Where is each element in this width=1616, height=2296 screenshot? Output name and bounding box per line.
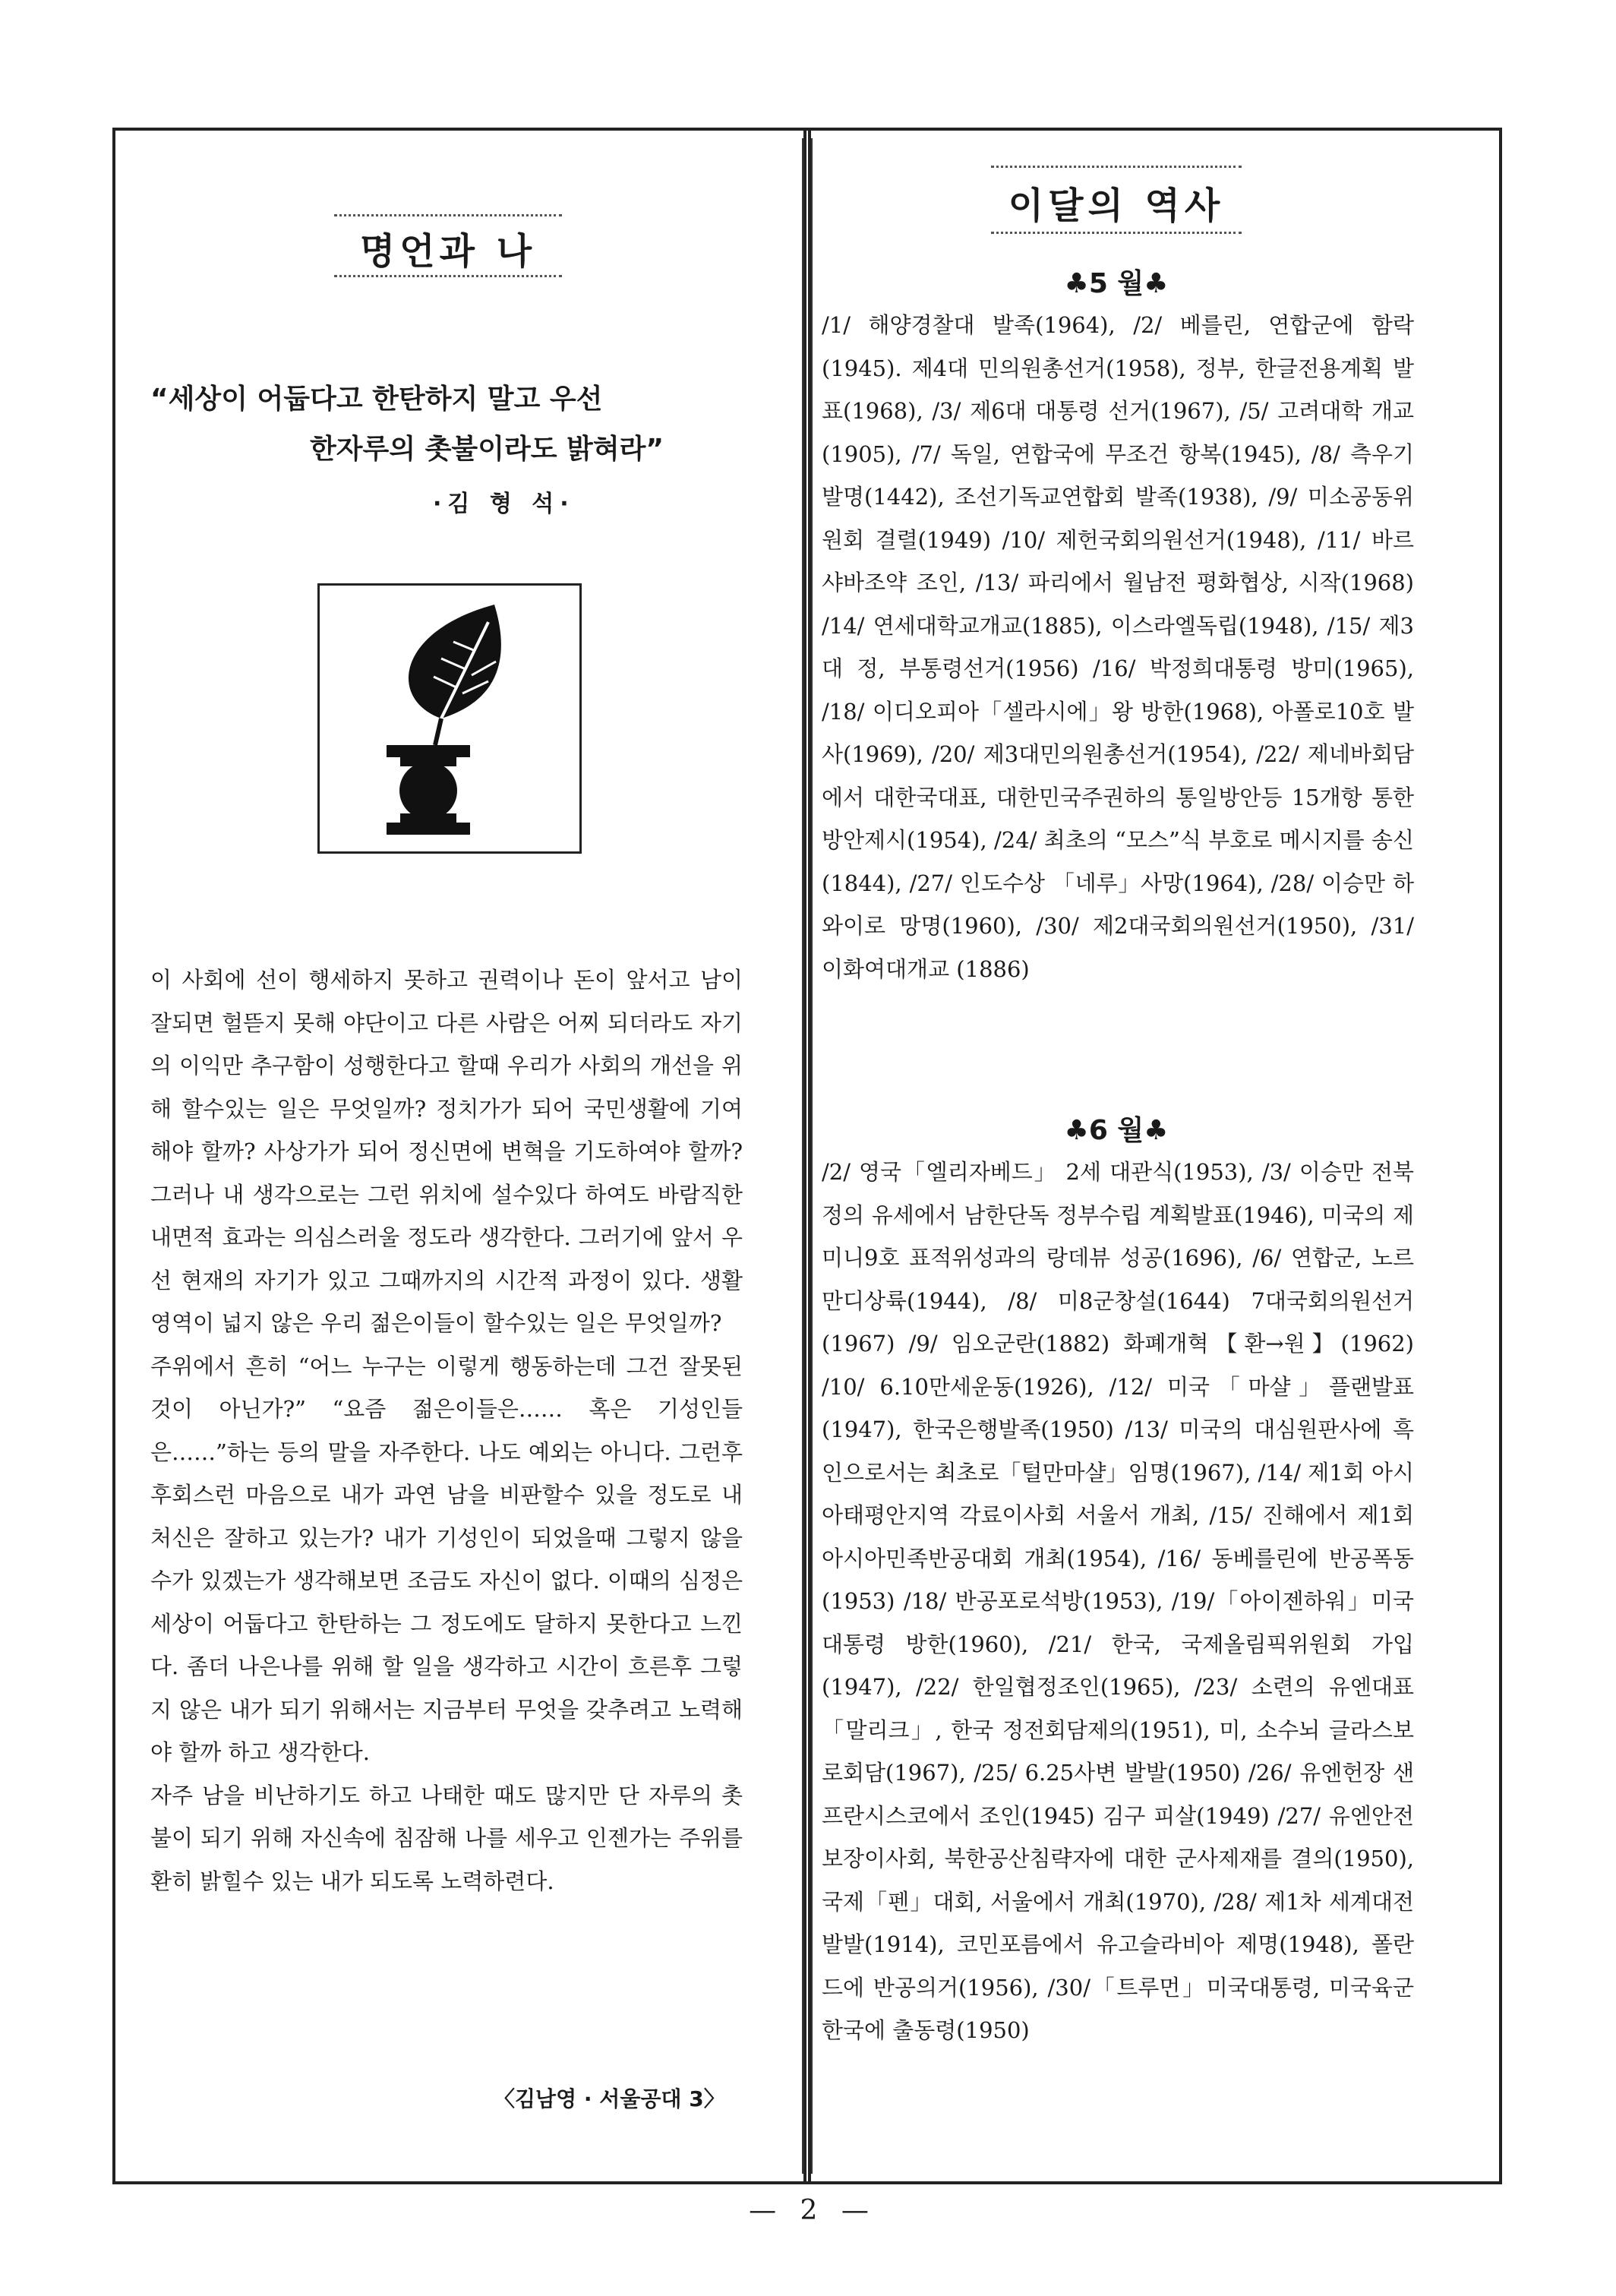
essay-signature: 〈김남영 · 서울공대 3〉 [494,2086,725,2111]
column-title-famous-sayings: 명언과 나 [359,230,537,273]
history-title-top-dotted-rule [991,166,1242,168]
month-heading-may: ♣5 월♣ [1064,268,1169,299]
quote-line-1: “세상이 어둡다고 한탄하지 말고 우선 [150,384,603,415]
title-top-dotted-rule [334,214,562,216]
quote-author: ·김 형 석· [433,491,575,517]
may-history-text: /1/ 해양경찰대 발족(1964), /2/ 베를린, 연합군에 함락(1945). 제4대 민의원총선거(1958), 정부, 한글전용계획 발표(1968), /3/ 제6대 대통령 선거(1967), /5/ 고려대학 개교(1905), /7/ 독일, 연합국에 무조건 항복(1945), /8/ 측우기 발명(1442), 조선기독교연합회 발족(1938), /9/ 미소공동위원회 결렬(1949) /10/ 제헌국회의원선거(1948), /11/ 바르샤바조약 조인, /13/ 파리에서 월남전 평화협상, 시작(1968) /14/ 연세대학교개교(1885), 이스라엘독립(1948), /15/ 제3대 정, 부통령선거(1956) /16/ 박정희대통령 방미(1965), /18/ 이디오피아「셀라시에」왕 방한(1968), 아폴로10호 발사(1969), /20/ 제3대민의원총선거(1954), /22/ 제네바회담에서 대한국대표, 대한민국주권하의 통일방안등 15개항 통한 방안제시(1954), /24/ 최초의 “모스”식 부호로 메시지를 송신(1844), /27/ 인도수상 「네루」사망(1964), /28/ 이승만 하와이로 망명(1960), /30/ 제2대국회의원선거(1950), /31/ 이화여대개교 (1886) [822,312,1414,982]
essay-body: 이 사회에 선이 행세하지 못하고 권력이나 돈이 앞서고 남이 잘되면 헐뜯지 못해 야단이고 다른 사람은 어찌 되더라도 자기의 이익만 추구함이 성행한다고 할때 우리가 사회의 개선을 위해 할수있는 일은 무엇일까? 정치가가 되어 국민생활에 기여해야 할까? 사상가가 되어 정신면에 변혁을 기도하여야 할까? 그러나 내 생각으로는 그런 위치에 설수있다 하여도 바람직한 내면적 효과는 의심스러울 정도라 생각한다. 그러기에 앞서 우선 현재의 자기가 있고 그때까지의 시간적 과정이 있다. 생활영역이 넓지 않은 우리 젊은이들이 할수있는 일은 무엇일까? 주위에서 흔히 “어느 누구는 이렇게 행동하는데 그건 잘못된 것이 아닌가?” “요즘 젊은이들은…… 혹은 기성인들은……”하는 등의 말을 자주한다. 나도 예외는 아니다. 그런후 후회스런 마음으로 내가 과연 남을 비판할수 있을 정도로 내 처신은 잘하고 있는가? 내가 기성인이 되었을때 그렇지 않을 수가 있겠는가 생각해보면 조금도 자신이 없다. 이때의 심정은 세상이 어둡다고 한탄하는 그 정도에도 달하지 못한다고 느낀다. 좀더 나은나를 위해 할 일을 생각하고 시간이 흐른후 그렇지 않은 내가 되기 위해서는 지금부터 무엇을 갖추려고 노력해야 할까 하고 생각한다. 자주 남을 비난하기도 하고 나태한 때도 많지만 단 자루의 촛불이 되기 위해 자신속에 침잠해 나를 세우고 인젠가는 주위를 환히 밝힐수 있는 내가 되도록 노력하련다. [150,967,743,1894]
column-title-this-month-history: 이달의 역사 [1008,185,1225,227]
month-heading-june: ♣6 월♣ [1064,1115,1169,1146]
june-history-text: /2/ 영국「엘리자베드」 2세 대관식(1953), /3/ 이승만 전북정의 유세에서 남한단독 정부수립 계획발표(1946), 미국의 제미니9호 표적위성과의 랑데뷰 성공(1696), /6/ 연합군, 노르만디상륙(1944), /8/ 미8군창설(1644) 7대국회의원선거 (1967) /9/ 임오군란(1882) 화폐개혁【환→원】(1962) /10/ 6.10만세운동(1926), /12/ 미국「마샬」플랜발표(1947), 한국은행발족(1950) /13/ 미국의 대심원판사에 흑인으로서는 최초로「털만마샬」임명(1967), /14/ 제1회 아시아태평안지역 각료이사회 서울서 개최, /15/ 진해에서 제1회 아시아민족반공대회 개최(1954), /16/ 동베를린에 반공폭동(1953) /18/ 반공포로석방(1953), /19/「아이젠하워」미국대통령 방한(1960), /21/ 한국, 국제올림픽위원회 가입(1947), /22/ 한일협정조인(1965), /23/ 소련의 유엔대표「말리크」, 한국 정전회담제의(1951), 미, 소수뇌 글라스보로회담(1967), /25/ 6.25사변 발발(1950) /26/ 유엔헌장 샌프란시스코에서 조인(1945) 김구 피살(1949) /27/ 유엔안전보장이사회, 북한공산침략자에 대한 군사제재를 결의(1950), 국제「펜」대회, 서울에서 개최(1970), /28/ 제1차 세계대전 발발(1914), 코민포름에서 유고슬라비아 제명(1948), 폴란드에 반공의거(1956), /30/「트루먼」미국대통령, 미국육군 한국에 출동령(1950) [822,1159,1414,2043]
history-title-bottom-dotted-rule [991,232,1242,234]
title-bottom-dotted-rule [334,275,562,277]
page-number: — 2 — [749,2195,876,2226]
quote-line-2: 한자루의 촛불이라도 밝혀라” [310,434,664,465]
right-frame-inner-rule [811,138,813,2174]
leaf-candle-icon [317,583,582,854]
